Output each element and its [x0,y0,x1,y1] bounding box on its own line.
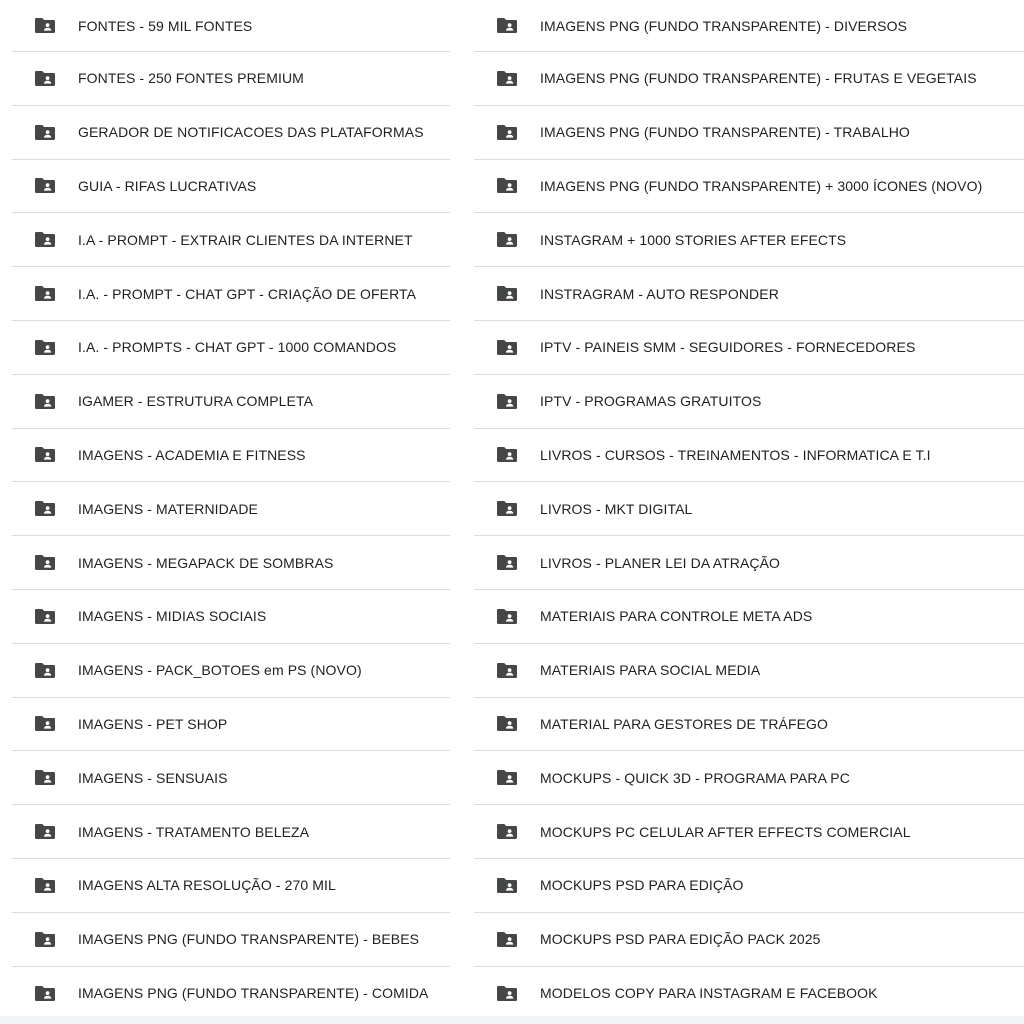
shared-folder-icon-graphic [496,393,518,410]
folder-row[interactable] [474,429,1024,483]
shared-folder-icon [34,393,56,410]
folder-name: LIVROS - PLANER LEI DA ATRAÇÃO [540,554,781,571]
folder-row[interactable] [12,805,450,859]
shared-folder-icon [34,554,56,571]
folder-row[interactable] [12,321,450,375]
shared-folder-icon [34,285,56,302]
shared-folder-icon-graphic [34,231,56,248]
folder-row[interactable] [474,213,1024,267]
shared-folder-icon [496,823,518,840]
folder-name: IMAGENS - MIDIAS SOCIAIS [78,608,267,625]
folder-row[interactable] [12,267,450,321]
folder-name: IMAGENS PNG (FUNDO TRANSPARENTE) - TRABALHO [540,124,910,141]
folder-name: IMAGENS PNG (FUNDO TRANSPARENTE) - FRUTAS E VEGETAIS [540,70,977,87]
shared-folder-icon [496,662,518,679]
shared-folder-icon [496,124,518,141]
folder-name: MATERIAL PARA GESTORES DE TRÁFEGO [540,715,829,732]
shared-folder-icon-graphic [496,500,518,517]
folder-row[interactable] [474,106,1024,160]
shared-folder-icon-graphic [34,393,56,410]
folder-name: INSTAGRAM + 1000 STORIES AFTER EFECTS [540,231,847,248]
shared-folder-icon [34,985,56,1002]
shared-folder-icon-graphic [496,70,518,87]
folder-row[interactable] [474,375,1024,429]
folder-name: IMAGENS PNG (FUNDO TRANSPARENTE) - BEBES [78,931,420,948]
shared-folder-icon-graphic [496,177,518,194]
folder-row[interactable] [474,482,1024,536]
folder-row[interactable] [474,590,1024,644]
folder-name: IMAGENS PNG (FUNDO TRANSPARENTE) - COMIDA [78,985,429,1002]
bottom-bar [0,1016,1024,1024]
shared-folder-icon [496,285,518,302]
shared-folder-icon [496,769,518,786]
shared-folder-icon-graphic [496,931,518,948]
shared-folder-icon [34,124,56,141]
shared-folder-icon [496,17,518,34]
shared-folder-icon-graphic [496,769,518,786]
shared-folder-icon [34,877,56,894]
folder-row[interactable] [474,536,1024,590]
folder-name: INSTRAGRAM - AUTO RESPONDER [540,285,779,302]
folder-row[interactable] [12,52,450,106]
shared-folder-icon-graphic [496,285,518,302]
shared-folder-icon-graphic [34,446,56,463]
folder-name: MOCKUPS - QUICK 3D - PROGRAMA PARA PC [540,769,850,786]
folder-row[interactable] [474,751,1024,805]
shared-folder-icon [496,393,518,410]
shared-folder-icon [496,608,518,625]
folder-name: IMAGENS - SENSUAIS [78,769,228,786]
shared-folder-icon-graphic [34,985,56,1002]
folder-name: MATERIAIS PARA CONTROLE META ADS [540,608,813,625]
folder-row[interactable] [474,913,1024,967]
folder-name: IMAGENS PNG (FUNDO TRANSPARENTE) + 3000 ÍCONES (NOVO) [540,177,983,194]
folder-row[interactable] [12,859,450,913]
folder-row[interactable] [474,160,1024,214]
shared-folder-icon-graphic [496,877,518,894]
folder-row[interactable] [12,213,450,267]
folder-name: MODELOS COPY PARA INSTAGRAM E FACEBOOK [540,985,878,1002]
shared-folder-icon [34,17,56,34]
folder-name: I.A - PROMPT - EXTRAIR CLIENTES DA INTERNET [78,231,413,248]
folder-name: LIVROS - CURSOS - TREINAMENTOS - INFORMATICA E T.I [540,446,931,463]
folder-row[interactable] [12,590,450,644]
folder-row[interactable] [474,805,1024,859]
shared-folder-icon-graphic [496,823,518,840]
shared-folder-icon-graphic [34,124,56,141]
shared-folder-icon [496,177,518,194]
folder-row[interactable] [474,698,1024,752]
folder-row[interactable] [474,52,1024,106]
shared-folder-icon-graphic [496,231,518,248]
folder-name: MOCKUPS PSD PARA EDIÇÃO PACK 2025 [540,931,821,948]
folder-row[interactable] [474,0,1024,52]
folder-row[interactable] [12,482,450,536]
folder-name: MOCKUPS PSD PARA EDIÇÃO [540,877,744,894]
shared-folder-icon [34,823,56,840]
folder-row[interactable] [12,375,450,429]
folder-row[interactable] [12,644,450,698]
shared-folder-icon-graphic [496,17,518,34]
folder-row[interactable] [474,859,1024,913]
shared-folder-icon [496,339,518,356]
folder-name: LIVROS - MKT DIGITAL [540,500,693,517]
shared-folder-icon-graphic [496,662,518,679]
folder-name: IMAGENS - PACK_BOTOES em PS (NOVO) [78,662,362,679]
folder-name: I.A. - PROMPT - CHAT GPT - CRIAÇÃO DE OFERTA [78,285,417,302]
shared-folder-icon-graphic [34,70,56,87]
shared-folder-icon [496,500,518,517]
shared-folder-icon [496,715,518,732]
shared-folder-icon-graphic [496,985,518,1002]
shared-folder-icon-graphic [34,500,56,517]
shared-folder-icon-graphic [496,715,518,732]
folder-row[interactable] [12,106,450,160]
shared-folder-icon [496,554,518,571]
shared-folder-icon-graphic [34,339,56,356]
folder-row[interactable] [12,0,450,52]
shared-folder-icon [34,177,56,194]
folder-name: IMAGENS - ACADEMIA E FITNESS [78,446,306,463]
folder-row[interactable] [12,967,450,1021]
shared-folder-icon-graphic [34,931,56,948]
folder-list-right [474,0,1024,1020]
shared-folder-icon [496,70,518,87]
shared-folder-icon-graphic [496,124,518,141]
folder-name: IMAGENS PNG (FUNDO TRANSPARENTE) - DIVERSOS [540,17,908,34]
folder-row[interactable] [474,321,1024,375]
folder-name: MATERIAIS PARA SOCIAL MEDIA [540,662,761,679]
folder-row[interactable] [12,429,450,483]
folder-name: GUIA - RIFAS LUCRATIVAS [78,177,257,194]
shared-folder-icon-graphic [34,823,56,840]
folder-row[interactable] [12,751,450,805]
folder-name: IMAGENS - TRATAMENTO BELEZA [78,823,310,840]
folder-name: I.A. - PROMPTS - CHAT GPT - 1000 COMANDOS [78,339,397,356]
shared-folder-icon [496,931,518,948]
shared-folder-icon [34,231,56,248]
shared-folder-icon [496,446,518,463]
folder-row[interactable] [474,644,1024,698]
shared-folder-icon-graphic [34,285,56,302]
shared-folder-icon-graphic [34,769,56,786]
shared-folder-icon-graphic [496,339,518,356]
folder-row[interactable] [12,160,450,214]
folder-name: IMAGENS - MEGAPACK DE SOMBRAS [78,554,334,571]
shared-folder-icon [34,70,56,87]
folder-name: IPTV - PROGRAMAS GRATUITOS [540,393,762,410]
shared-folder-icon [34,769,56,786]
shared-folder-icon [496,877,518,894]
shared-folder-icon [34,715,56,732]
folder-row[interactable] [474,267,1024,321]
folder-name: IMAGENS ALTA RESOLUÇÃO - 270 MIL [78,877,336,894]
folder-row[interactable] [12,698,450,752]
folder-name: IGAMER - ESTRUTURA COMPLETA [78,393,314,410]
folder-name: IPTV - PAINEIS SMM - SEGUIDORES - FORNECEDORES [540,339,916,356]
folder-name: MOCKUPS PC CELULAR AFTER EFFECTS COMERCIAL [540,823,911,840]
shared-folder-icon [34,446,56,463]
folder-row[interactable] [474,967,1024,1021]
shared-folder-icon [34,339,56,356]
shared-folder-icon-graphic [34,554,56,571]
shared-folder-icon [34,931,56,948]
folder-name: FONTES - 59 MIL FONTES [78,17,253,34]
shared-folder-icon-graphic [34,177,56,194]
folder-name: IMAGENS - MATERNIDADE [78,500,258,517]
folder-list-left [12,0,450,1020]
folder-row[interactable] [12,536,450,590]
shared-folder-icon-graphic [34,608,56,625]
shared-folder-icon-graphic [496,554,518,571]
shared-folder-icon [34,662,56,679]
shared-folder-icon-graphic [34,877,56,894]
shared-folder-icon [34,608,56,625]
shared-folder-icon [34,500,56,517]
shared-folder-icon-graphic [34,17,56,34]
shared-folder-icon-graphic [34,715,56,732]
shared-folder-icon-graphic [34,662,56,679]
folder-name: IMAGENS - PET SHOP [78,715,228,732]
shared-folder-icon-graphic [496,446,518,463]
folder-row[interactable] [12,913,450,967]
folder-name: GERADOR DE NOTIFICACOES DAS PLATAFORMAS [78,124,424,141]
folder-name: FONTES - 250 FONTES PREMIUM [78,70,304,87]
shared-folder-icon [496,985,518,1002]
shared-folder-icon-graphic [496,608,518,625]
shared-folder-icon [496,231,518,248]
